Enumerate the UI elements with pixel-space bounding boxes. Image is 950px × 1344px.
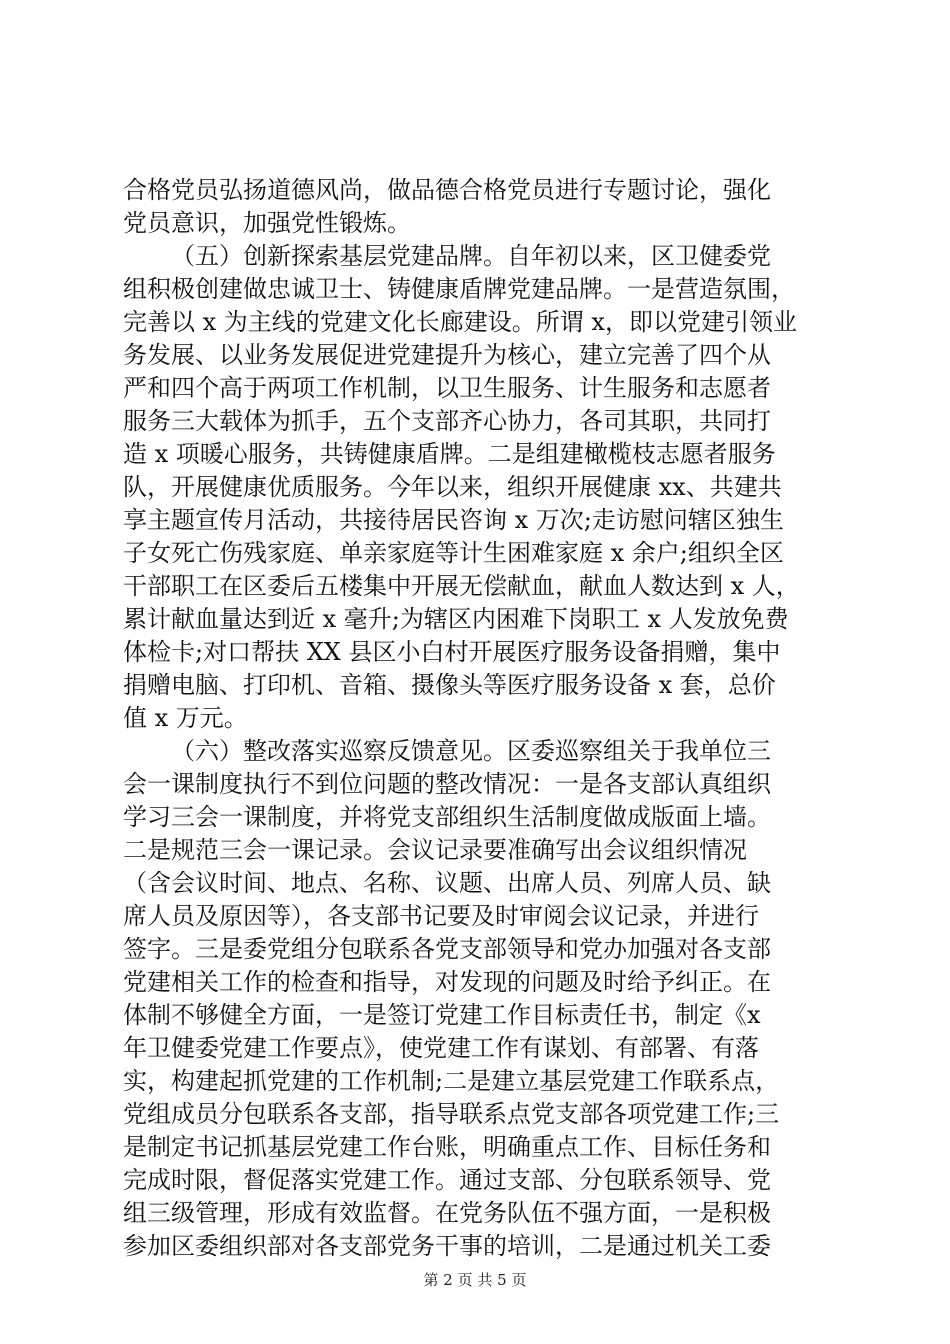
text-line: 党员意识，加强党性锻炼。 <box>123 209 411 237</box>
text-line: 严和四个高于两项工作机制，以卫生服务、计生服务和志愿者 <box>123 374 771 402</box>
text-line: 服务三大载体为抓手，五个支部齐心协力，各司其职，共同打 <box>123 407 771 435</box>
text-line: （五）创新探索基层党建品牌。自年初以来，区卫健委党 <box>171 242 771 270</box>
text-line: 实，构建起抓党建的工作机制;二是建立基层党建工作联系点， <box>123 1067 780 1095</box>
text-line: 席人员及原因等），各支部书记要及时审阅会议记录，并进行 <box>123 902 759 930</box>
text-line: 体制不够健全方面，一是签订党建工作目标责任书，制定《x <box>123 1001 761 1029</box>
text-line: 年卫健委党建工作要点》，使党建工作有谋划、有部署、有落 <box>123 1034 759 1062</box>
text-line: 党建相关工作的检查和指导，对发现的问题及时给予纠正。在 <box>123 968 771 996</box>
text-line: 捐赠电脑、打印机、音箱、摄像头等医疗服务设备 x 套，总价 <box>123 671 776 699</box>
text-line: 签字。三是委党组分包联系各党支部领导和党办加强对各支部 <box>123 935 771 963</box>
text-line: 累计献血量达到近 x 毫升;为辖区内困难下岗职工 x 人发放免费 <box>123 605 789 633</box>
page-footer: 第 2 页 共 5 页 <box>423 1271 527 1289</box>
text-line: 参加区委组织部对各支部党务干事的培训，二是通过机关工委 <box>123 1232 771 1260</box>
text-line: 造 x 项暖心服务，共铸健康盾牌。二是组建橄榄枝志愿者服务 <box>123 440 776 468</box>
text-line: 合格党员弘扬道德风尚，做品德合格党员进行专题讨论，强化 <box>123 176 771 204</box>
document-body <box>123 174 835 1263</box>
text-line: 值 x 万元。 <box>123 704 248 732</box>
text-line: （含会议时间、地点、名称、议题、出席人员、列席人员、缺 <box>123 869 771 897</box>
text-line: 会一课制度执行不到位问题的整改情况：一是各支部认真组织 <box>123 770 771 798</box>
text-line: 完成时限，督促落实党建工作。通过支部、分包联系领导、党 <box>123 1166 771 1194</box>
text-line: 体检卡;对口帮扶 XX 县区小白村开展医疗服务设备捐赠，集中 <box>123 638 781 666</box>
text-line: 党组成员分包联系各支部，指导联系点党支部各项党建工作;三 <box>123 1100 780 1128</box>
text-line: 组三级管理，形成有效监督。在党务队伍不强方面，一是积极 <box>123 1199 771 1227</box>
text-line: 队，开展健康优质服务。今年以来，组织开展健康 xx、共建共 <box>123 473 782 501</box>
text-line: 是制定书记抓基层党建工作台账，明确重点工作、目标任务和 <box>123 1133 771 1161</box>
text-line: 干部职工在区委后五楼集中开展无偿献血，献血人数达到 x 人， <box>123 572 800 600</box>
text-line: （六）整改落实巡察反馈意见。区委巡察组关于我单位三 <box>171 737 771 765</box>
text-line: 二是规范三会一课记录。会议记录要准确写出会议组织情况 <box>123 836 747 864</box>
text-line: 完善以 x 为主线的党建文化长廊建设。所谓 x，即以党建引领业 <box>123 308 797 336</box>
text-line: 享主题宣传月活动，共接待居民咨询 x 万次;走访慰问辖区独生 <box>123 506 784 534</box>
text-line: 组积极创建做忠诚卫士、铸健康盾牌党建品牌。一是营造氛围， <box>123 275 795 303</box>
text-line: 学习三会一课制度，并将党支部组织生活制度做成版面上墙。 <box>123 803 771 831</box>
text-line: 子女死亡伤残家庭、单亲家庭等计生困难家庭 x 余户;组织全区 <box>123 539 784 567</box>
text-line: 务发展、以业务发展促进党建提升为核心，建立完善了四个从 <box>123 341 771 369</box>
